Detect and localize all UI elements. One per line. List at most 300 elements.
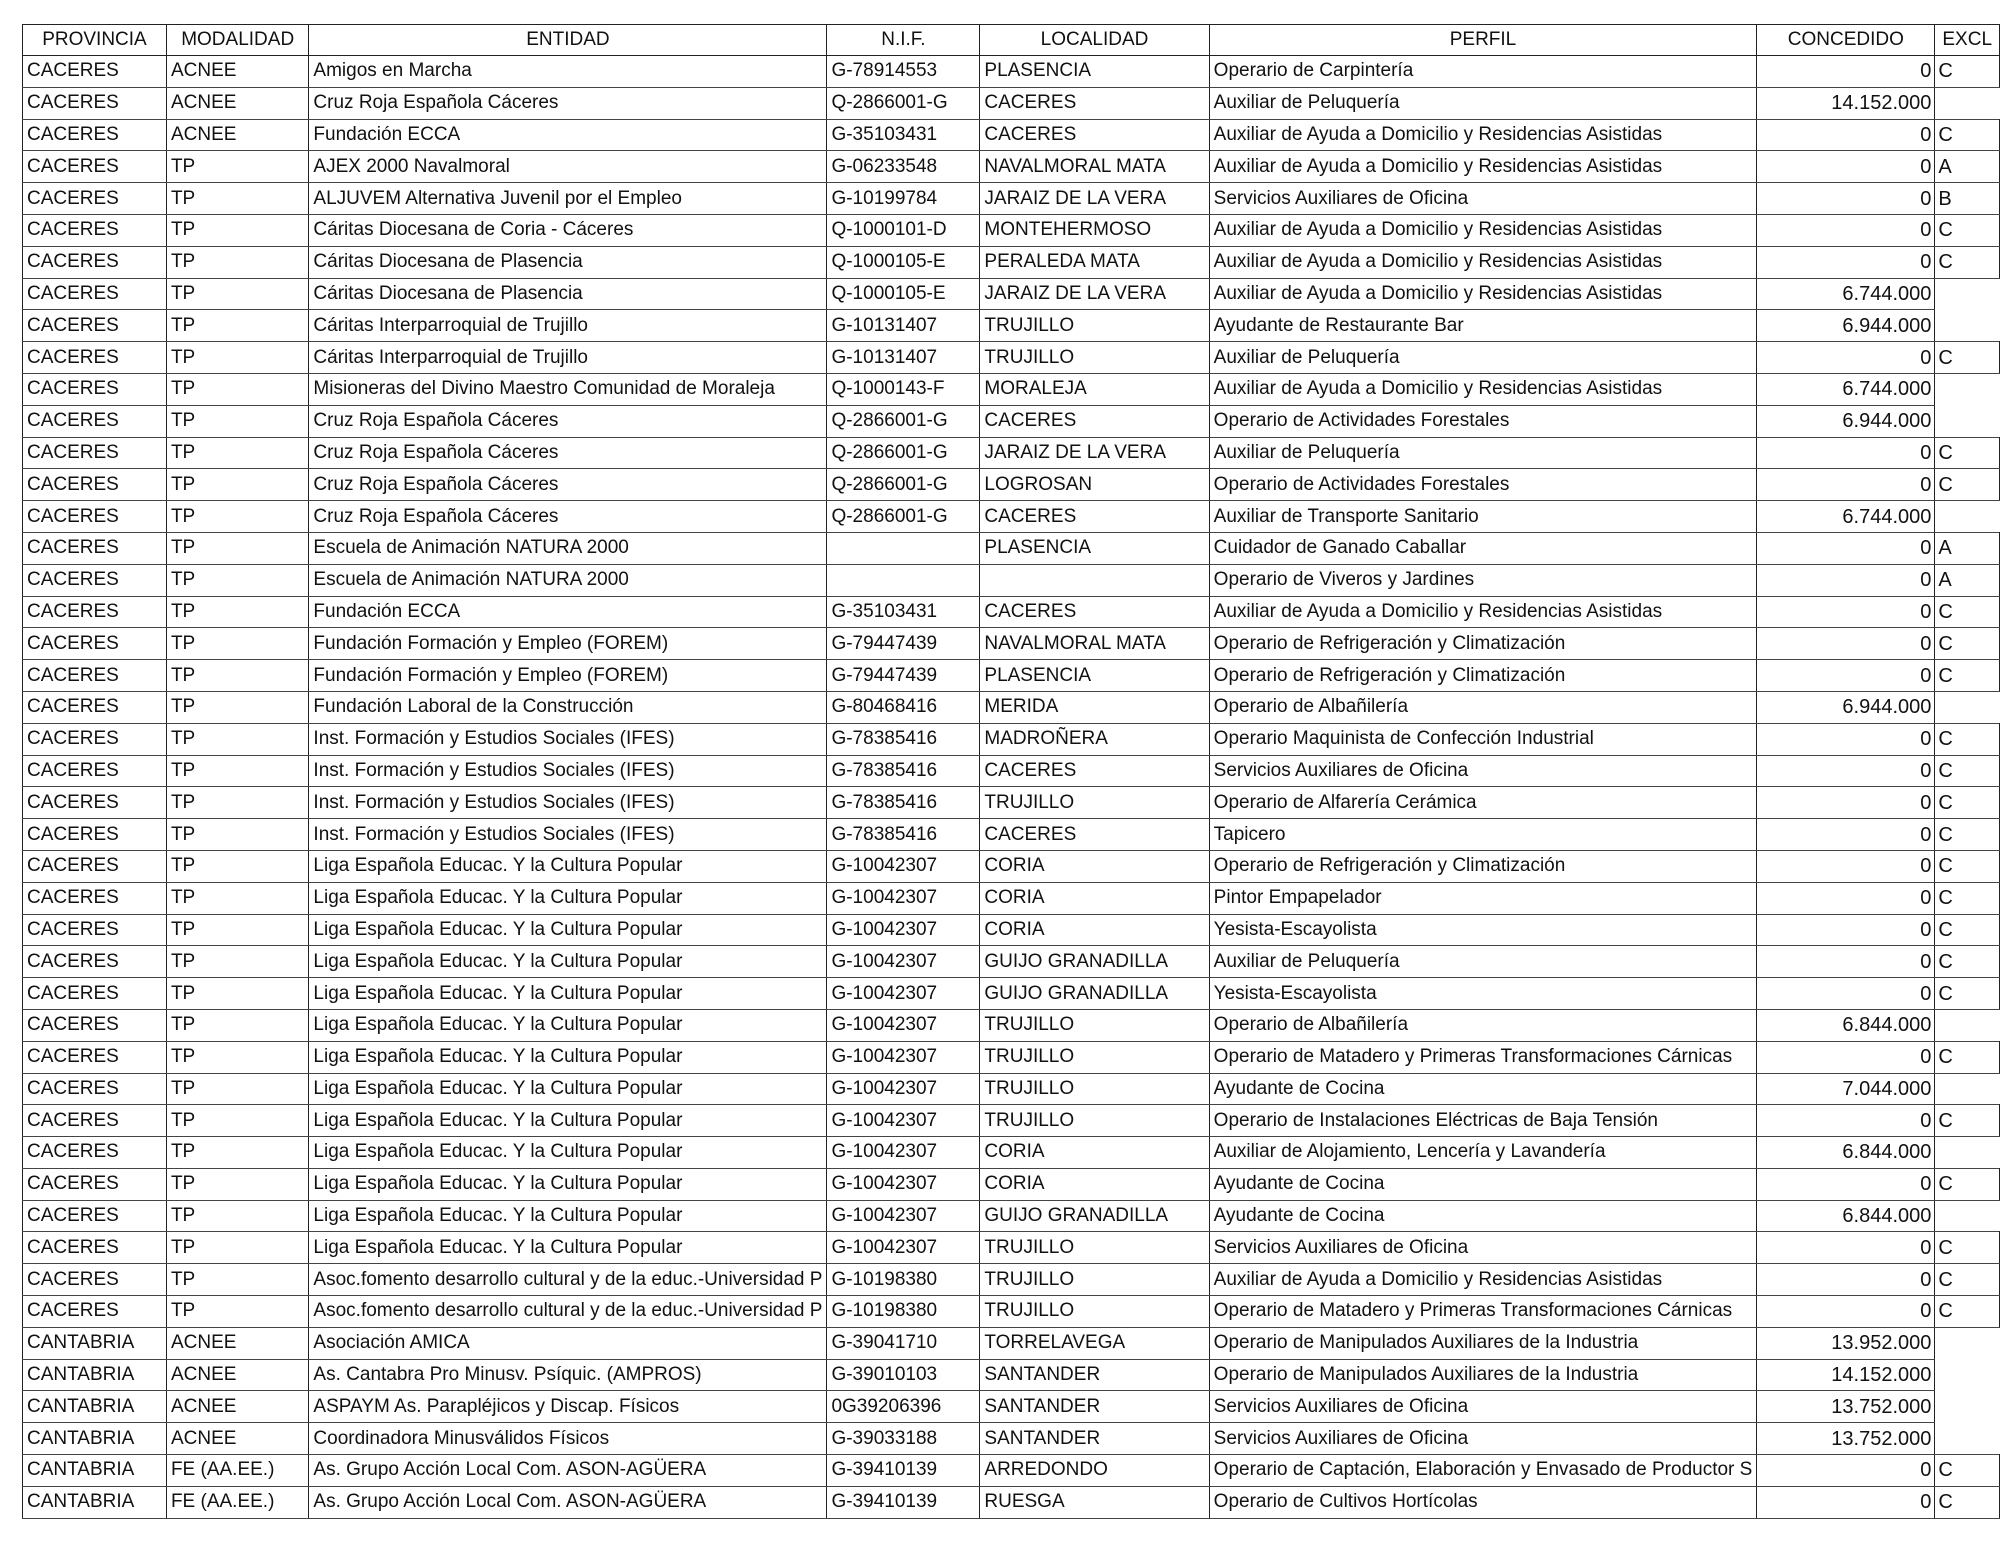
cell-provincia: CACERES [23, 1296, 167, 1328]
cell-provincia: CACERES [23, 151, 167, 183]
cell-nif: G-10042307 [827, 850, 980, 882]
cell-nif: Q-2866001-G [827, 87, 980, 119]
cell-provincia: CACERES [23, 214, 167, 246]
cell-localidad: TRUJILLO [980, 1232, 1209, 1264]
cell-modalidad: TP [166, 1264, 308, 1296]
cell-localidad: NAVALMORAL MATA [980, 628, 1209, 660]
cell-nif: 0G39206396 [827, 1391, 980, 1423]
cell-excl: C [1935, 850, 2000, 882]
cell-concedido: 0 [1757, 946, 1935, 978]
table-row [23, 1232, 2000, 1264]
cell-entidad: Cáritas Diocesana de Coria - Cáceres [309, 214, 827, 246]
table-row [23, 564, 2000, 596]
cell-perfil: Auxiliar de Ayuda a Domicilio y Residencias Asistidas [1209, 596, 1757, 628]
cell-nif: Q-1000143-F [827, 373, 980, 405]
cell-concedido: 6.944.000 [1757, 405, 1935, 437]
table-row [23, 628, 2000, 660]
cell-perfil: Operario de Carpintería [1209, 56, 1757, 88]
cell-modalidad: ACNEE [166, 87, 308, 119]
cell-modalidad: TP [166, 214, 308, 246]
cell-modalidad: TP [166, 1009, 308, 1041]
cell-localidad: PLASENCIA [980, 56, 1209, 88]
cell-entidad: Cruz Roja Española Cáceres [309, 437, 827, 469]
cell-provincia: CACERES [23, 819, 167, 851]
cell-entidad: Fundación Formación y Empleo (FOREM) [309, 628, 827, 660]
cell-localidad: JARAIZ DE LA VERA [980, 278, 1209, 310]
cell-concedido: 0 [1757, 755, 1935, 787]
cell-modalidad: TP [166, 628, 308, 660]
cell-modalidad: TP [166, 183, 308, 215]
cell-modalidad: ACNEE [166, 1359, 308, 1391]
cell-perfil: Servicios Auxiliares de Oficina [1209, 1423, 1757, 1455]
cell-entidad: Cruz Roja Española Cáceres [309, 469, 827, 501]
table-row [23, 1391, 2000, 1423]
cell-nif: G-35103431 [827, 596, 980, 628]
cell-excl [1935, 1423, 2000, 1455]
cell-excl [1935, 1073, 2000, 1105]
cell-nif: G-10042307 [827, 978, 980, 1010]
cell-perfil: Cuidador de Ganado Caballar [1209, 532, 1757, 564]
cell-concedido: 0 [1757, 214, 1935, 246]
cell-entidad: Cruz Roja Española Cáceres [309, 405, 827, 437]
cell-nif [827, 564, 980, 596]
cell-localidad: MERIDA [980, 691, 1209, 723]
cell-modalidad: TP [166, 437, 308, 469]
cell-excl [1935, 405, 2000, 437]
cell-entidad: Cáritas Interparroquial de Trujillo [309, 310, 827, 342]
cell-excl: C [1935, 978, 2000, 1010]
cell-excl: C [1935, 946, 2000, 978]
cell-excl: C [1935, 1264, 2000, 1296]
cell-nif: Q-2866001-G [827, 469, 980, 501]
cell-localidad: GUIJO GRANADILLA [980, 978, 1209, 1010]
table-row [23, 437, 2000, 469]
cell-perfil: Servicios Auxiliares de Oficina [1209, 755, 1757, 787]
cell-provincia: CACERES [23, 978, 167, 1010]
cell-nif: G-39410139 [827, 1455, 980, 1487]
table-body [23, 56, 2000, 1519]
cell-localidad: GUIJO GRANADILLA [980, 946, 1209, 978]
cell-localidad: TRUJILLO [980, 342, 1209, 374]
cell-modalidad: TP [166, 723, 308, 755]
cell-nif: G-10199784 [827, 183, 980, 215]
cell-perfil: Operario de Refrigeración y Climatización [1209, 660, 1757, 692]
cell-localidad: CACERES [980, 405, 1209, 437]
cell-entidad: Escuela de Animación NATURA 2000 [309, 564, 827, 596]
cell-provincia: CACERES [23, 183, 167, 215]
cell-perfil: Servicios Auxiliares de Oficina [1209, 1391, 1757, 1423]
cell-provincia: CANTABRIA [23, 1423, 167, 1455]
cell-provincia: CACERES [23, 564, 167, 596]
header-excl: EXCL [1935, 25, 2000, 56]
table-row [23, 246, 2000, 278]
cell-modalidad: TP [166, 946, 308, 978]
cell-nif: G-10042307 [827, 1200, 980, 1232]
cell-localidad: CORIA [980, 1168, 1209, 1200]
table-row [23, 373, 2000, 405]
cell-localidad: TRUJILLO [980, 1296, 1209, 1328]
table-row [23, 1327, 2000, 1359]
cell-concedido: 0 [1757, 978, 1935, 1010]
cell-entidad: Inst. Formación y Estudios Sociales (IFES) [309, 755, 827, 787]
cell-entidad: Fundación Formación y Empleo (FOREM) [309, 660, 827, 692]
cell-concedido: 13.752.000 [1757, 1423, 1935, 1455]
cell-concedido: 0 [1757, 1264, 1935, 1296]
cell-excl: C [1935, 914, 2000, 946]
cell-perfil: Auxiliar de Ayuda a Domicilio y Residencias Asistidas [1209, 1264, 1757, 1296]
cell-perfil: Yesista-Escayolista [1209, 978, 1757, 1010]
cell-concedido: 14.152.000 [1757, 1359, 1935, 1391]
cell-localidad: TRUJILLO [980, 1041, 1209, 1073]
cell-provincia: CACERES [23, 1200, 167, 1232]
table-row [23, 469, 2000, 501]
cell-nif: G-06233548 [827, 151, 980, 183]
cell-modalidad: TP [166, 246, 308, 278]
cell-concedido: 0 [1757, 564, 1935, 596]
table-row [23, 119, 2000, 151]
cell-excl [1935, 1200, 2000, 1232]
table-row [23, 850, 2000, 882]
cell-provincia: CACERES [23, 1137, 167, 1169]
cell-entidad: AJEX 2000 Navalmoral [309, 151, 827, 183]
cell-localidad: TRUJILLO [980, 1009, 1209, 1041]
cell-entidad: Coordinadora Minusválidos Físicos [309, 1423, 827, 1455]
table-row [23, 819, 2000, 851]
table-row [23, 278, 2000, 310]
cell-entidad: Asoc.fomento desarrollo cultural y de la educ.-Universidad P [309, 1296, 827, 1328]
cell-entidad: ASPAYM As. Parapléjicos y Discap. Físicos [309, 1391, 827, 1423]
cell-perfil: Operario de Refrigeración y Climatización [1209, 628, 1757, 660]
cell-concedido: 7.044.000 [1757, 1073, 1935, 1105]
cell-concedido: 0 [1757, 246, 1935, 278]
cell-concedido: 6.844.000 [1757, 1137, 1935, 1169]
cell-modalidad: TP [166, 278, 308, 310]
cell-localidad: SANTANDER [980, 1423, 1209, 1455]
cell-perfil: Auxiliar de Ayuda a Domicilio y Residencias Asistidas [1209, 373, 1757, 405]
cell-entidad: Cáritas Diocesana de Plasencia [309, 278, 827, 310]
table-row [23, 978, 2000, 1010]
cell-concedido: 0 [1757, 1041, 1935, 1073]
cell-localidad [980, 564, 1209, 596]
table-row [23, 1359, 2000, 1391]
cell-nif: G-10042307 [827, 1232, 980, 1264]
cell-provincia: CACERES [23, 691, 167, 723]
cell-provincia: CACERES [23, 310, 167, 342]
cell-localidad: CACERES [980, 596, 1209, 628]
cell-localidad: NAVALMORAL MATA [980, 151, 1209, 183]
cell-modalidad: TP [166, 310, 308, 342]
table-row [23, 1105, 2000, 1137]
cell-provincia: CACERES [23, 1073, 167, 1105]
cell-perfil: Operario de Viveros y Jardines [1209, 564, 1757, 596]
cell-nif: G-39033188 [827, 1423, 980, 1455]
cell-concedido: 0 [1757, 660, 1935, 692]
cell-modalidad: FE (AA.EE.) [166, 1486, 308, 1518]
cell-perfil: Operario de Actividades Forestales [1209, 469, 1757, 501]
cell-concedido: 6.944.000 [1757, 691, 1935, 723]
cell-provincia: CACERES [23, 278, 167, 310]
cell-entidad: Fundación ECCA [309, 119, 827, 151]
cell-perfil: Tapicero [1209, 819, 1757, 851]
cell-entidad: Cruz Roja Española Cáceres [309, 501, 827, 533]
cell-excl: C [1935, 1041, 2000, 1073]
cell-concedido: 0 [1757, 723, 1935, 755]
cell-excl [1935, 1009, 2000, 1041]
cell-entidad: Liga Española Educac. Y la Cultura Popular [309, 1105, 827, 1137]
cell-entidad: As. Cantabra Pro Minusv. Psíquic. (AMPROS) [309, 1359, 827, 1391]
cell-provincia: CANTABRIA [23, 1359, 167, 1391]
cell-excl: A [1935, 151, 2000, 183]
cell-excl [1935, 691, 2000, 723]
cell-entidad: Cáritas Diocesana de Plasencia [309, 246, 827, 278]
table-row [23, 1137, 2000, 1169]
cell-nif: Q-1000105-E [827, 246, 980, 278]
cell-perfil: Operario de Manipulados Auxiliares de la Industria [1209, 1327, 1757, 1359]
cell-modalidad: TP [166, 596, 308, 628]
cell-localidad: PLASENCIA [980, 660, 1209, 692]
cell-entidad: Fundación Laboral de la Construcción [309, 691, 827, 723]
cell-entidad: Escuela de Animación NATURA 2000 [309, 532, 827, 564]
cell-concedido: 6.744.000 [1757, 501, 1935, 533]
cell-modalidad: TP [166, 1296, 308, 1328]
cell-provincia: CACERES [23, 914, 167, 946]
table-row [23, 501, 2000, 533]
cell-localidad: CORIA [980, 882, 1209, 914]
table-row [23, 787, 2000, 819]
cell-concedido: 0 [1757, 850, 1935, 882]
cell-provincia: CACERES [23, 850, 167, 882]
cell-entidad: Amigos en Marcha [309, 56, 827, 88]
cell-excl: A [1935, 564, 2000, 596]
cell-modalidad: TP [166, 1137, 308, 1169]
cell-perfil: Operario de Cultivos Hortícolas [1209, 1486, 1757, 1518]
cell-nif: G-10042307 [827, 1041, 980, 1073]
table-row [23, 342, 2000, 374]
cell-provincia: CACERES [23, 405, 167, 437]
cell-modalidad: TP [166, 405, 308, 437]
header-concedido: CONCEDIDO [1757, 25, 1935, 56]
cell-entidad: Liga Española Educac. Y la Cultura Popular [309, 1009, 827, 1041]
cell-excl: C [1935, 342, 2000, 374]
cell-modalidad: TP [166, 787, 308, 819]
cell-excl [1935, 1327, 2000, 1359]
cell-perfil: Auxiliar de Peluquería [1209, 946, 1757, 978]
cell-concedido: 0 [1757, 882, 1935, 914]
cell-entidad: As. Grupo Acción Local Com. ASON-AGÜERA [309, 1455, 827, 1487]
cell-concedido: 0 [1757, 532, 1935, 564]
cell-localidad: PLASENCIA [980, 532, 1209, 564]
cell-perfil: Auxiliar de Ayuda a Domicilio y Residencias Asistidas [1209, 214, 1757, 246]
table-row [23, 596, 2000, 628]
cell-excl: C [1935, 1296, 2000, 1328]
cell-excl [1935, 1137, 2000, 1169]
cell-localidad: MONTEHERMOSO [980, 214, 1209, 246]
cell-concedido: 0 [1757, 1105, 1935, 1137]
cell-localidad: CACERES [980, 819, 1209, 851]
cell-localidad: JARAIZ DE LA VERA [980, 183, 1209, 215]
cell-concedido: 6.744.000 [1757, 373, 1935, 405]
cell-excl: C [1935, 214, 2000, 246]
cell-concedido: 6.844.000 [1757, 1009, 1935, 1041]
cell-provincia: CANTABRIA [23, 1455, 167, 1487]
cell-nif: G-10198380 [827, 1264, 980, 1296]
table-row [23, 1296, 2000, 1328]
cell-entidad: Liga Española Educac. Y la Cultura Popular [309, 1200, 827, 1232]
cell-provincia: CACERES [23, 532, 167, 564]
cell-excl: C [1935, 1105, 2000, 1137]
cell-provincia: CACERES [23, 1232, 167, 1264]
cell-provincia: CACERES [23, 501, 167, 533]
cell-localidad: RUESGA [980, 1486, 1209, 1518]
cell-entidad: ALJUVEM Alternativa Juvenil por el Empleo [309, 183, 827, 215]
cell-excl [1935, 1391, 2000, 1423]
cell-perfil: Servicios Auxiliares de Oficina [1209, 183, 1757, 215]
cell-localidad: CACERES [980, 755, 1209, 787]
cell-modalidad: TP [166, 1041, 308, 1073]
cell-provincia: CACERES [23, 787, 167, 819]
cell-nif: G-10042307 [827, 1073, 980, 1105]
cell-localidad: CORIA [980, 914, 1209, 946]
cell-nif: G-35103431 [827, 119, 980, 151]
cell-perfil: Operario de Matadero y Primeras Transformaciones Cárnicas [1209, 1041, 1757, 1073]
cell-nif: Q-1000105-E [827, 278, 980, 310]
table-row [23, 87, 2000, 119]
cell-concedido: 13.952.000 [1757, 1327, 1935, 1359]
cell-modalidad: TP [166, 1232, 308, 1264]
cell-modalidad: TP [166, 1073, 308, 1105]
cell-concedido: 0 [1757, 628, 1935, 660]
cell-nif: G-10042307 [827, 914, 980, 946]
cell-nif: G-39010103 [827, 1359, 980, 1391]
grants-table [22, 24, 2000, 1519]
cell-excl: C [1935, 246, 2000, 278]
cell-provincia: CACERES [23, 56, 167, 88]
cell-concedido: 0 [1757, 469, 1935, 501]
cell-localidad: ARREDONDO [980, 1455, 1209, 1487]
table-row [23, 723, 2000, 755]
cell-localidad: PERALEDA MATA [980, 246, 1209, 278]
cell-perfil: Operario de Albañilería [1209, 691, 1757, 723]
table-row [23, 946, 2000, 978]
cell-concedido: 0 [1757, 914, 1935, 946]
cell-perfil: Operario Maquinista de Confección Industrial [1209, 723, 1757, 755]
cell-nif: G-78385416 [827, 723, 980, 755]
cell-nif: G-78385416 [827, 819, 980, 851]
cell-provincia: CACERES [23, 1105, 167, 1137]
cell-nif: Q-2866001-G [827, 501, 980, 533]
cell-perfil: Auxiliar de Peluquería [1209, 87, 1757, 119]
cell-entidad: Inst. Formación y Estudios Sociales (IFES) [309, 787, 827, 819]
cell-entidad: Liga Española Educac. Y la Cultura Popular [309, 1232, 827, 1264]
cell-concedido: 0 [1757, 119, 1935, 151]
cell-nif: G-78914553 [827, 56, 980, 88]
cell-nif: G-10131407 [827, 310, 980, 342]
cell-modalidad: TP [166, 342, 308, 374]
cell-provincia: CACERES [23, 628, 167, 660]
cell-excl: C [1935, 755, 2000, 787]
cell-nif: Q-2866001-G [827, 405, 980, 437]
cell-localidad: CACERES [980, 87, 1209, 119]
cell-excl: C [1935, 1455, 2000, 1487]
cell-concedido: 0 [1757, 1168, 1935, 1200]
cell-perfil: Auxiliar de Ayuda a Domicilio y Residencias Asistidas [1209, 151, 1757, 183]
cell-entidad: Liga Española Educac. Y la Cultura Popular [309, 1073, 827, 1105]
cell-perfil: Auxiliar de Ayuda a Domicilio y Residencias Asistidas [1209, 246, 1757, 278]
cell-provincia: CANTABRIA [23, 1391, 167, 1423]
cell-perfil: Operario de Albañilería [1209, 1009, 1757, 1041]
cell-excl: C [1935, 1232, 2000, 1264]
cell-localidad: GUIJO GRANADILLA [980, 1200, 1209, 1232]
cell-perfil: Ayudante de Cocina [1209, 1073, 1757, 1105]
cell-nif: G-79447439 [827, 660, 980, 692]
table-row [23, 405, 2000, 437]
cell-excl: A [1935, 532, 2000, 564]
cell-entidad: Cruz Roja Española Cáceres [309, 87, 827, 119]
cell-provincia: CACERES [23, 1041, 167, 1073]
cell-nif: G-10042307 [827, 1009, 980, 1041]
cell-provincia: CACERES [23, 469, 167, 501]
cell-modalidad: ACNEE [166, 119, 308, 151]
cell-perfil: Pintor Empapelador [1209, 882, 1757, 914]
cell-excl: C [1935, 469, 2000, 501]
cell-concedido: 0 [1757, 342, 1935, 374]
cell-entidad: Cáritas Interparroquial de Trujillo [309, 342, 827, 374]
cell-excl: C [1935, 119, 2000, 151]
cell-provincia: CACERES [23, 246, 167, 278]
cell-nif: G-10042307 [827, 1137, 980, 1169]
cell-localidad: MORALEJA [980, 373, 1209, 405]
table-row [23, 660, 2000, 692]
cell-concedido: 0 [1757, 787, 1935, 819]
cell-concedido: 0 [1757, 56, 1935, 88]
cell-concedido: 0 [1757, 819, 1935, 851]
cell-nif: G-39410139 [827, 1486, 980, 1518]
cell-provincia: CACERES [23, 596, 167, 628]
cell-perfil: Operario de Actividades Forestales [1209, 405, 1757, 437]
cell-modalidad: TP [166, 660, 308, 692]
cell-perfil: Auxiliar de Ayuda a Domicilio y Residencias Asistidas [1209, 119, 1757, 151]
cell-modalidad: TP [166, 151, 308, 183]
cell-entidad: Liga Española Educac. Y la Cultura Popular [309, 946, 827, 978]
cell-provincia: CANTABRIA [23, 1486, 167, 1518]
cell-perfil: Auxiliar de Transporte Sanitario [1209, 501, 1757, 533]
cell-excl: C [1935, 1168, 2000, 1200]
cell-entidad: As. Grupo Acción Local Com. ASON-AGÜERA [309, 1486, 827, 1518]
cell-provincia: CANTABRIA [23, 1327, 167, 1359]
cell-perfil: Operario de Alfarería Cerámica [1209, 787, 1757, 819]
cell-modalidad: TP [166, 755, 308, 787]
header-localidad: LOCALIDAD [980, 25, 1209, 56]
cell-nif [827, 532, 980, 564]
cell-perfil: Servicios Auxiliares de Oficina [1209, 1232, 1757, 1264]
cell-concedido: 0 [1757, 1486, 1935, 1518]
cell-modalidad: TP [166, 1168, 308, 1200]
cell-perfil: Auxiliar de Ayuda a Domicilio y Residencias Asistidas [1209, 278, 1757, 310]
cell-excl: C [1935, 819, 2000, 851]
cell-excl: C [1935, 660, 2000, 692]
cell-excl: C [1935, 628, 2000, 660]
cell-entidad: Misioneras del Divino Maestro Comunidad de Moraleja [309, 373, 827, 405]
cell-entidad: Liga Española Educac. Y la Cultura Popular [309, 882, 827, 914]
cell-provincia: CACERES [23, 87, 167, 119]
cell-excl [1935, 1359, 2000, 1391]
cell-localidad: MADROÑERA [980, 723, 1209, 755]
cell-excl [1935, 87, 2000, 119]
cell-excl: C [1935, 437, 2000, 469]
cell-modalidad: TP [166, 469, 308, 501]
cell-localidad: TORRELAVEGA [980, 1327, 1209, 1359]
cell-entidad: Asoc.fomento desarrollo cultural y de la educ.-Universidad P [309, 1264, 827, 1296]
